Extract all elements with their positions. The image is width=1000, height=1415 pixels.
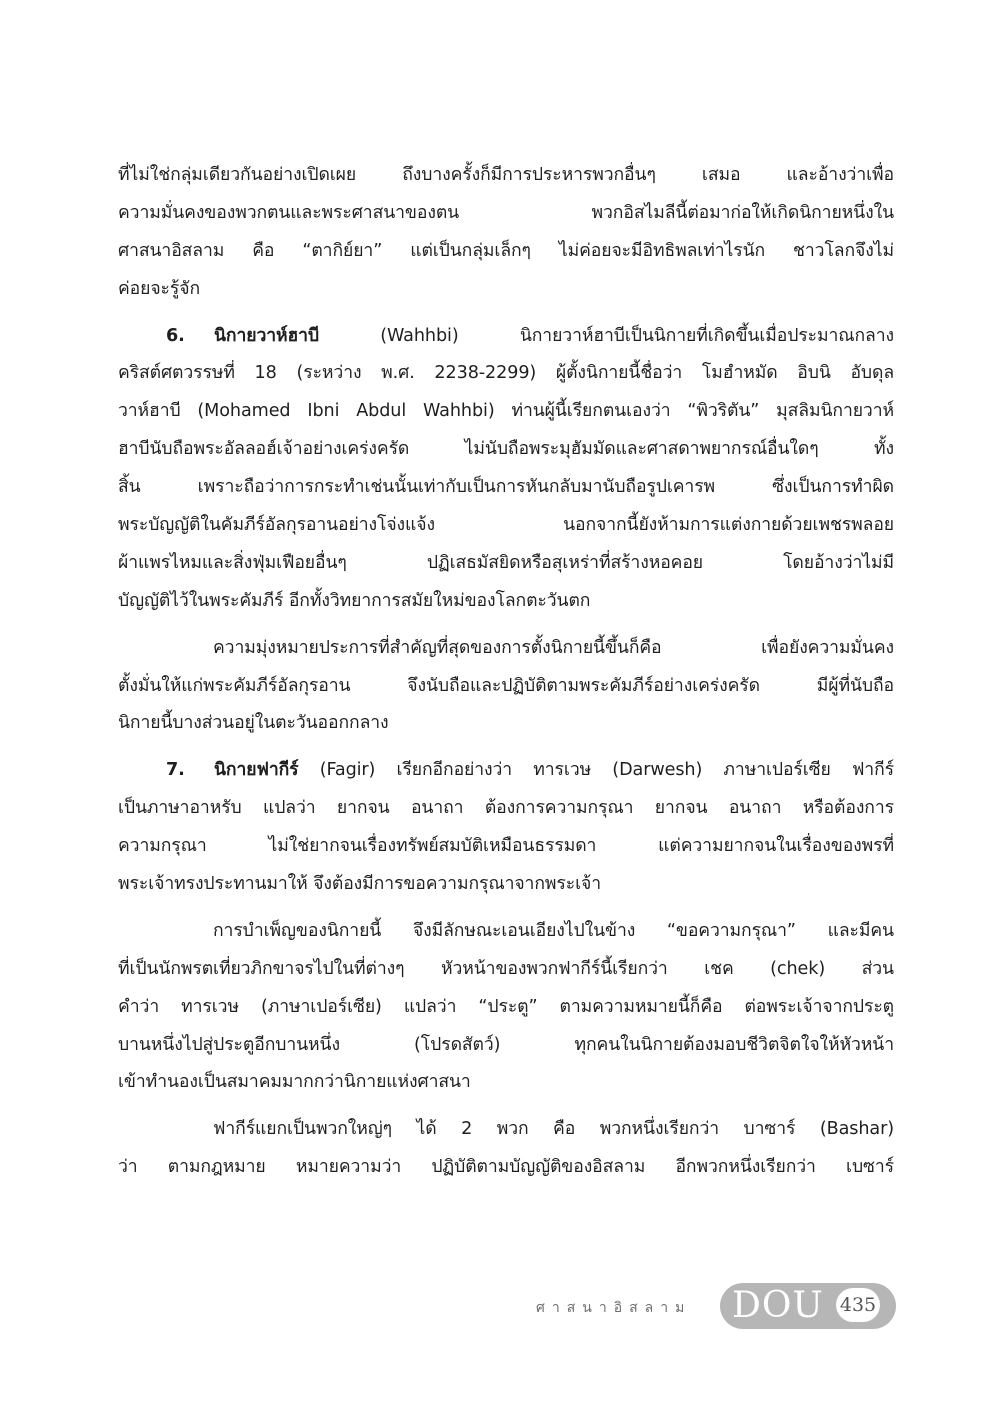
section-heading-line <box>118 318 894 356</box>
section-number: 6. <box>166 325 185 346</box>
text-line: ตั้งมั่นให้แก่พระคัมภีร์อัลกุรอาน จึงนับถือและปฏิบัติตามพระคัมภีร์อย่างเคร่งครัด มีผู้ที่นับถือ <box>118 675 894 696</box>
section-6-wahhabi <box>118 318 894 621</box>
page-number: 435 <box>836 1288 880 1322</box>
section-first-line-text: (Fagir) เรียกอีกอย่างว่า ทารเวษ (Darwesh) ภาษาเปอร์เซีย ฟากีร์ <box>298 760 894 781</box>
section-heading-line <box>118 752 894 790</box>
text-line: คำว่า ทารเวษ (ภาษาเปอร์เซีย) แปลว่า “ประตู” ตามความหมายนี้ก็คือ ต่อพระเจ้าจากประตู <box>118 996 894 1017</box>
text-line: ที่เป็นนักพรตเที่ยวภิกขาจรไปในที่ต่างๆ หัวหน้าของพวกฟากีร์นี้เรียกว่า เชค (chek) ส่วน <box>118 958 894 979</box>
text-line: ผ้าแพรไหมและสิ่งฟุ่มเฟือยอื่นๆ ปฏิเสธมัสยิดหรือสุเหร่าที่สร้างหอคอย โดยอ้างว่าไม่มี <box>118 552 894 573</box>
dou-logo: DOU <box>732 1285 824 1326</box>
section-title: นิกายฟากีร์ <box>214 760 299 781</box>
section-first-line-text: (Wahhbi) นิกายวาห์ฮาบีเป็นนิกายที่เกิดขึ้นเมื่อประมาณกลาง <box>319 325 894 346</box>
text-line: เข้าทำนองเป็นสมาคมมากกว่านิกายแห่งศาสนา <box>118 1072 471 1093</box>
text-line: คริสต์ศตวรรษที่ 18 (ระหว่าง พ.ศ. 2238-2299) ผู้ตั้งนิกายนี้ชื่อว่า โมฮำหมัด อิบนิ อับดุล <box>118 363 894 384</box>
paragraph-fagir-groups <box>118 1111 894 1187</box>
page-body <box>118 157 894 1187</box>
page-badge <box>720 1283 896 1329</box>
text-line: ความกรุณา ไม่ใช่ยากจนเรื่องทรัพย์สมบัติเหมือนธรรมดา แต่ความยากจนในเรื่องของพรที่ <box>118 836 894 857</box>
text-line: วาห์ฮาบี (Mohamed Ibni Abdul Wahhbi) ท่านผู้นี้เรียกตนเองว่า “พิวริตัน” มุสลิมนิกายวาห์ <box>118 401 894 422</box>
paragraph-continuation <box>118 157 894 309</box>
text-line: ที่ไม่ใช่กลุ่มเดียวกันอย่างเปิดเผย ถึงบางครั้งก็มีการประหารพวกอื่นๆ เสมอ และอ้างว่าเพื่อ <box>118 165 894 185</box>
text-line: ศาสนาอิสลาม คือ “ตากิย์ยา” แต่เป็นกลุ่มเล็กๆ ไม่ค่อยจะมีอิทธิพลเท่าไรนัก ชาวโลกจึงไม่ <box>118 240 894 261</box>
text-line: ความมั่นคงของพวกตนและพระศาสนาของตน พวกอิสไมลีนี้ต่อมาก่อให้เกิดนิกายหนึ่งใน <box>118 202 894 223</box>
paragraph-wahhabi-purpose <box>118 630 894 744</box>
text-line: ความมุ่งหมายประการที่สำคัญที่สุดของการตั้งนิกายนี้ขึ้นก็คือ เพื่อยังความมั่นคง <box>213 637 894 658</box>
section-7-fagir <box>118 752 894 904</box>
text-line: การบำเพ็ญของนิกายนี้ จึงมีลักษณะเอนเอียงไปในข้าง “ขอความกรุณา” และมีคน <box>213 920 894 941</box>
text-line: สิ้น เพราะถือว่าการกระทำเช่นนั้นเท่ากับเป็นการหันกลับมานับถือรูปเคารพ ซึ่งเป็นการทำผิด <box>118 477 894 498</box>
text-line: บานหนึ่งไปสู่ประตูอีกบานหนึ่ง (โปรดสัตว์) ทุกคนในนิกายต้องมอบชีวิตจิตใจให้หัวหน้า <box>118 1034 894 1055</box>
text-line: พระบัญญัติในคัมภีร์อัลกุรอานอย่างโจ่งแจ้ง นอกจากนี้ยังห้ามการแต่งกายด้วยเพชรพลอย <box>118 515 894 536</box>
text-line: พระเจ้าทรงประทานมาให้ จึงต้องมีการขอความกรุณาจากพระเจ้า <box>118 874 601 895</box>
section-title: นิกายวาห์ฮาบี <box>214 325 320 346</box>
footer-subject: ศาสนาอิสลาม <box>536 1300 692 1316</box>
text-line: ฮาบีนับถือพระอัลลอฮ์เจ้าอย่างเคร่งครัด ไม่นับถือพระมุฮัมมัดและศาสดาพยากรณ์อื่นใดๆ ทั้ง <box>118 439 894 460</box>
paragraph-fagir-practice <box>118 913 894 1102</box>
text-line: ค่อยจะรู้จัก <box>118 278 201 299</box>
text-line: นิกายนี้บางส่วนอยู่ในตะวันออกกลาง <box>118 713 389 734</box>
text-line: เป็นภาษาอาหรับ แปลว่า ยากจน อนาถา ต้องการความกรุณา ยากจน อนาถา หรือต้องการ <box>118 798 894 819</box>
section-number: 7. <box>166 760 185 781</box>
text-line: บัญญัติไว้ในพระคัมภีร์ อีกทั้งวิทยาการสมัยใหม่ของโลกตะวันตก <box>118 590 591 611</box>
text-line: ว่า ตามกฎหมาย หมายความว่า ปฏิบัติตามบัญญัติของอิสลาม อีกพวกหนึ่งเรียกว่า เบซาร์ <box>118 1157 894 1178</box>
text-line: ฟากีร์แยกเป็นพวกใหญ่ๆ ได้ 2 พวก คือ พวกหนึ่งเรียกว่า บาซาร์ (Bashar) <box>213 1119 894 1140</box>
